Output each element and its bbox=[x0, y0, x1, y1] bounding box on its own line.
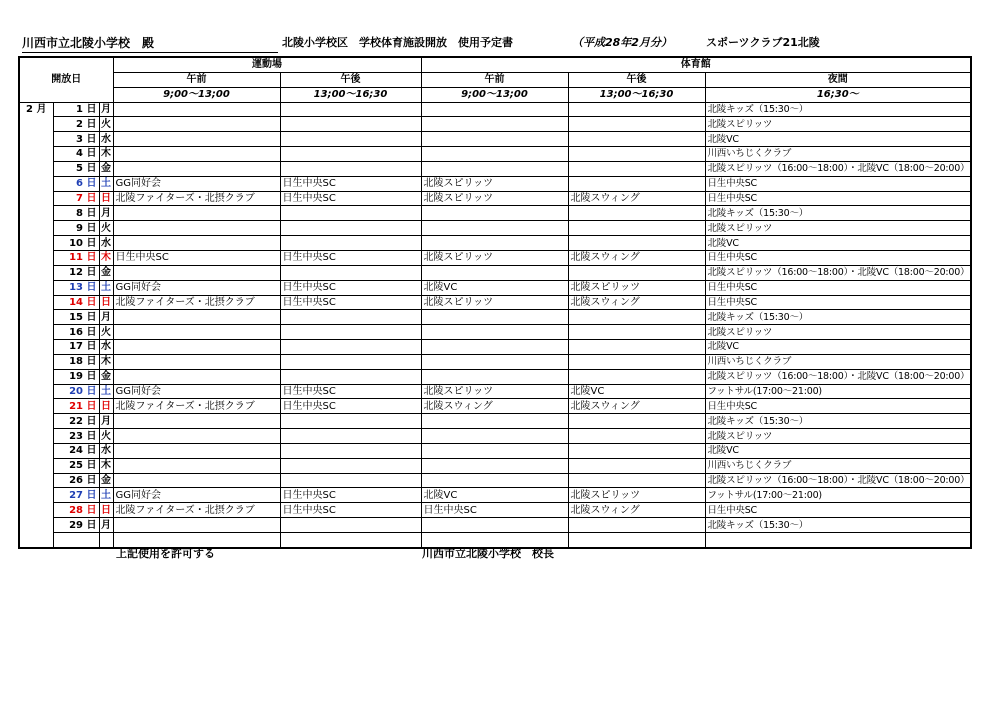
weekday-cell: 月 bbox=[101, 103, 111, 115]
weekday-cell: 土 bbox=[101, 282, 111, 294]
gym-night-cell: 北陵キッズ（15:30～） bbox=[705, 518, 971, 533]
ground-am-cell bbox=[113, 236, 280, 251]
weekday-cell: 日 bbox=[101, 193, 111, 205]
gym-am-cell: 日生中央SC bbox=[421, 503, 568, 518]
table-row bbox=[19, 191, 971, 206]
ground-am-cell bbox=[113, 161, 280, 176]
gym-am-cell bbox=[421, 310, 568, 325]
day-cell: 1 日 bbox=[53, 102, 99, 117]
day-cell: 17 日 bbox=[53, 340, 99, 355]
gym-night-cell: 日生中央SC bbox=[705, 503, 971, 518]
gym-pm-cell: 北陵スウィング bbox=[568, 191, 705, 206]
weekday-cell: 金 bbox=[101, 371, 111, 383]
gym-am-cell: 北陵スピリッツ bbox=[421, 250, 568, 265]
gym-am-cell bbox=[421, 458, 568, 473]
ground-header: 運動場 bbox=[113, 57, 421, 72]
ground-am-cell: GG同好会 bbox=[113, 488, 280, 503]
ground-pm-cell: 日生中央SC bbox=[280, 488, 421, 503]
weekday-cell: 日 bbox=[101, 400, 111, 412]
table-row bbox=[19, 369, 971, 384]
gym-header: 体育館 bbox=[421, 57, 971, 72]
table-row bbox=[19, 354, 971, 369]
header-row-time bbox=[19, 87, 971, 102]
gym-pm-cell bbox=[568, 473, 705, 488]
weekday-cell: 火 bbox=[101, 118, 111, 130]
ground-am-cell bbox=[113, 147, 280, 162]
gym-pm-cell: 北陵スウィング bbox=[568, 503, 705, 518]
month-cell: 2 月 bbox=[19, 102, 53, 548]
gym-pm-cell bbox=[568, 265, 705, 280]
ground-pm-cell bbox=[280, 265, 421, 280]
gym-pm-cell bbox=[568, 518, 705, 533]
ground-pm-cell: 日生中央SC bbox=[280, 191, 421, 206]
gym-night-cell: 日生中央SC bbox=[705, 250, 971, 265]
day-cell: 25 日 bbox=[53, 458, 99, 473]
ground-pm-cell: 日生中央SC bbox=[280, 250, 421, 265]
gym-am-cell bbox=[421, 236, 568, 251]
gym-pm-cell bbox=[568, 221, 705, 236]
ground-am-cell bbox=[113, 102, 280, 117]
ground-pm-cell bbox=[280, 325, 421, 340]
gym-night-cell: 北陵VC bbox=[705, 340, 971, 355]
table-row bbox=[19, 488, 971, 503]
gym-pm-time: 13;00～16;30 bbox=[568, 87, 705, 102]
gym-night-cell: 北陵スピリッツ（16:00～18:00）・北陵VC（18:00～20:00） bbox=[705, 265, 971, 280]
ground-am-time: 9;00～13;00 bbox=[113, 87, 280, 102]
ground-pm-cell bbox=[280, 354, 421, 369]
ground-am-cell: GG同好会 bbox=[113, 176, 280, 191]
weekday-cell: 日 bbox=[101, 504, 111, 516]
gym-pm-cell bbox=[568, 443, 705, 458]
gym-night-cell: 北陵キッズ（15:30～） bbox=[705, 414, 971, 429]
gym-am-cell bbox=[421, 340, 568, 355]
ground-pm-cell: 日生中央SC bbox=[280, 384, 421, 399]
ground-pm-cell bbox=[280, 518, 421, 533]
ground-am-header: 午前 bbox=[113, 72, 280, 87]
day-cell: 27 日 bbox=[53, 488, 99, 503]
day-cell: 6 日 bbox=[53, 176, 99, 191]
day-cell: 10 日 bbox=[53, 236, 99, 251]
gym-pm-cell bbox=[568, 310, 705, 325]
gym-am-cell: 北陵スピリッツ bbox=[421, 384, 568, 399]
gym-pm-cell bbox=[568, 414, 705, 429]
table-row bbox=[19, 280, 971, 295]
table-row bbox=[19, 250, 971, 265]
gym-pm-cell: 北陵スウィング bbox=[568, 399, 705, 414]
day-cell: 5 日 bbox=[53, 161, 99, 176]
day-cell: 16 日 bbox=[53, 325, 99, 340]
gym-night-cell: 北陵スピリッツ bbox=[705, 429, 971, 444]
open-day-header: 開放日 bbox=[19, 57, 113, 102]
ground-am-cell bbox=[113, 221, 280, 236]
table-row bbox=[19, 295, 971, 310]
weekday-cell: 土 bbox=[101, 178, 111, 190]
ground-am-cell bbox=[113, 518, 280, 533]
header-row-facility bbox=[19, 57, 971, 72]
blank-cell bbox=[99, 533, 113, 548]
ground-am-cell: GG同好会 bbox=[113, 384, 280, 399]
ground-pm-cell bbox=[280, 132, 421, 147]
gym-am-cell: 北陵VC bbox=[421, 280, 568, 295]
gym-night-cell: 北陵スピリッツ（16:00～18:00）・北陵VC（18:00～20:00） bbox=[705, 473, 971, 488]
gym-am-time: 9;00～13;00 bbox=[421, 87, 568, 102]
weekday-cell: 月 bbox=[101, 311, 111, 323]
gym-pm-cell bbox=[568, 369, 705, 384]
ground-pm-cell bbox=[280, 414, 421, 429]
gym-night-cell: 川西いちじくクラブ bbox=[705, 354, 971, 369]
ground-pm-cell: 日生中央SC bbox=[280, 295, 421, 310]
gym-night-cell: 北陵スピリッツ（16:00～18:00）・北陵VC（18:00～20:00） bbox=[705, 161, 971, 176]
ground-pm-cell bbox=[280, 206, 421, 221]
gym-night-cell: 北陵スピリッツ bbox=[705, 117, 971, 132]
table-row bbox=[19, 206, 971, 221]
day-cell: 7 日 bbox=[53, 191, 99, 206]
gym-am-cell: 北陵スピリッツ bbox=[421, 191, 568, 206]
day-cell: 2 日 bbox=[53, 117, 99, 132]
gym-night-cell: 日生中央SC bbox=[705, 295, 971, 310]
gym-am-cell bbox=[421, 414, 568, 429]
gym-am-cell: 北陵スピリッツ bbox=[421, 176, 568, 191]
day-cell: 26 日 bbox=[53, 473, 99, 488]
principal-signature: 川西市立北陵小学校 校長 bbox=[422, 547, 554, 560]
gym-pm-cell bbox=[568, 429, 705, 444]
table-row bbox=[19, 414, 971, 429]
gym-pm-cell bbox=[568, 147, 705, 162]
day-cell: 4 日 bbox=[53, 147, 99, 162]
ground-am-cell: 北陵ファイターズ・北摂クラブ bbox=[113, 191, 280, 206]
table-row bbox=[19, 147, 971, 162]
ground-am-cell bbox=[113, 414, 280, 429]
weekday-cell: 日 bbox=[101, 296, 111, 308]
table-row bbox=[19, 429, 971, 444]
gym-night-cell: 北陵キッズ（15:30～） bbox=[705, 206, 971, 221]
gym-night-cell: 日生中央SC bbox=[705, 176, 971, 191]
table-row bbox=[19, 132, 971, 147]
ground-am-cell: 日生中央SC bbox=[113, 250, 280, 265]
gym-pm-cell: 北陵スウィング bbox=[568, 295, 705, 310]
ground-am-cell: 北陵ファイターズ・北摂クラブ bbox=[113, 399, 280, 414]
ground-pm-cell bbox=[280, 473, 421, 488]
table-row bbox=[19, 473, 971, 488]
ground-am-cell bbox=[113, 369, 280, 384]
ground-am-cell bbox=[113, 340, 280, 355]
table-row bbox=[19, 384, 971, 399]
gym-am-cell bbox=[421, 429, 568, 444]
gym-pm-cell bbox=[568, 132, 705, 147]
ground-pm-cell: 日生中央SC bbox=[280, 399, 421, 414]
weekday-cell: 土 bbox=[101, 489, 111, 501]
table-row bbox=[19, 310, 971, 325]
gym-am-cell bbox=[421, 473, 568, 488]
table-row bbox=[19, 102, 971, 117]
gym-pm-cell bbox=[568, 161, 705, 176]
day-cell: 14 日 bbox=[53, 295, 99, 310]
day-cell: 19 日 bbox=[53, 369, 99, 384]
day-cell: 3 日 bbox=[53, 132, 99, 147]
document-title: 北陵小学校区 学校体育施設開放 使用予定書 bbox=[282, 36, 513, 49]
gym-am-cell bbox=[421, 161, 568, 176]
table-row bbox=[19, 518, 971, 533]
table-row bbox=[19, 458, 971, 473]
ground-pm-header: 午後 bbox=[280, 72, 421, 87]
gym-night-cell: 北陵キッズ（15:30～） bbox=[705, 310, 971, 325]
day-cell: 15 日 bbox=[53, 310, 99, 325]
ground-pm-cell bbox=[280, 429, 421, 444]
ground-pm-cell bbox=[280, 310, 421, 325]
ground-am-cell bbox=[113, 325, 280, 340]
gym-am-cell bbox=[421, 265, 568, 280]
table-row bbox=[19, 265, 971, 280]
table-row bbox=[19, 161, 971, 176]
day-cell: 28 日 bbox=[53, 503, 99, 518]
table-row bbox=[19, 221, 971, 236]
weekday-cell: 水 bbox=[101, 237, 111, 249]
table-row bbox=[19, 443, 971, 458]
day-cell: 18 日 bbox=[53, 354, 99, 369]
weekday-cell: 水 bbox=[101, 445, 111, 457]
ground-pm-cell bbox=[280, 102, 421, 117]
ground-am-cell: 北陵ファイターズ・北摂クラブ bbox=[113, 503, 280, 518]
gym-night-cell: 日生中央SC bbox=[705, 191, 971, 206]
gym-night-cell: 北陵VC bbox=[705, 132, 971, 147]
day-cell: 12 日 bbox=[53, 265, 99, 280]
ground-pm-cell: 日生中央SC bbox=[280, 280, 421, 295]
gym-am-cell bbox=[421, 443, 568, 458]
weekday-cell: 水 bbox=[101, 133, 111, 145]
day-cell: 29 日 bbox=[53, 518, 99, 533]
day-cell: 13 日 bbox=[53, 280, 99, 295]
gym-night-cell: 川西いちじくクラブ bbox=[705, 458, 971, 473]
gym-night-cell: 日生中央SC bbox=[705, 280, 971, 295]
blank-cell bbox=[705, 533, 971, 548]
day-cell: 11 日 bbox=[53, 250, 99, 265]
ground-pm-time: 13;00～16;30 bbox=[280, 87, 421, 102]
gym-pm-cell bbox=[568, 458, 705, 473]
weekday-cell: 月 bbox=[101, 415, 111, 427]
weekday-cell: 木 bbox=[101, 356, 111, 368]
ground-am-cell bbox=[113, 429, 280, 444]
gym-am-cell bbox=[421, 147, 568, 162]
gym-night-cell: 北陵VC bbox=[705, 236, 971, 251]
gym-pm-cell: 北陵スピリッツ bbox=[568, 488, 705, 503]
weekday-cell: 木 bbox=[101, 148, 111, 160]
ground-am-cell bbox=[113, 458, 280, 473]
gym-am-cell: 北陵スウィング bbox=[421, 399, 568, 414]
gym-am-cell bbox=[421, 132, 568, 147]
ground-pm-cell bbox=[280, 369, 421, 384]
ground-pm-cell: 日生中央SC bbox=[280, 176, 421, 191]
ground-pm-cell bbox=[280, 443, 421, 458]
table-row bbox=[19, 325, 971, 340]
gym-night-cell: 北陵スピリッツ（16:00～18:00）・北陵VC（18:00～20:00） bbox=[705, 369, 971, 384]
table-row bbox=[19, 503, 971, 518]
gym-pm-cell: 北陵スピリッツ bbox=[568, 280, 705, 295]
ground-pm-cell: 日生中央SC bbox=[280, 503, 421, 518]
weekday-cell: 水 bbox=[101, 341, 111, 353]
table-row bbox=[19, 176, 971, 191]
gym-night-cell: 川西いちじくクラブ bbox=[705, 147, 971, 162]
gym-pm-header: 午後 bbox=[568, 72, 705, 87]
recipient-heading: 川西市立北陵小学校 殿 bbox=[22, 34, 278, 53]
gym-pm-cell: 北陵VC bbox=[568, 384, 705, 399]
ground-am-cell bbox=[113, 206, 280, 221]
gym-pm-cell: 北陵スウィング bbox=[568, 250, 705, 265]
ground-pm-cell bbox=[280, 221, 421, 236]
ground-pm-cell bbox=[280, 117, 421, 132]
gym-night-cell: 北陵スピリッツ bbox=[705, 325, 971, 340]
schedule-table bbox=[18, 56, 972, 549]
gym-night-header: 夜間 bbox=[705, 72, 971, 87]
day-cell: 20 日 bbox=[53, 384, 99, 399]
gym-pm-cell bbox=[568, 325, 705, 340]
gym-pm-cell bbox=[568, 206, 705, 221]
weekday-cell: 火 bbox=[101, 430, 111, 442]
ground-am-cell bbox=[113, 265, 280, 280]
weekday-cell: 金 bbox=[101, 475, 111, 487]
gym-am-cell bbox=[421, 369, 568, 384]
gym-pm-cell bbox=[568, 117, 705, 132]
table-row bbox=[19, 117, 971, 132]
weekday-cell: 土 bbox=[101, 385, 111, 397]
gym-am-cell bbox=[421, 221, 568, 236]
day-cell: 21 日 bbox=[53, 399, 99, 414]
table-row bbox=[19, 340, 971, 355]
ground-pm-cell bbox=[280, 340, 421, 355]
blank-cell bbox=[53, 533, 99, 548]
ground-am-cell bbox=[113, 310, 280, 325]
permission-text: 上記使用を許可する bbox=[116, 547, 215, 560]
gym-pm-cell bbox=[568, 354, 705, 369]
day-cell: 9 日 bbox=[53, 221, 99, 236]
ground-am-cell: GG同好会 bbox=[113, 280, 280, 295]
gym-am-cell bbox=[421, 206, 568, 221]
gym-am-header: 午前 bbox=[421, 72, 568, 87]
gym-am-cell: 北陵VC bbox=[421, 488, 568, 503]
gym-night-cell: フットサル(17:00～21:00) bbox=[705, 384, 971, 399]
day-cell: 24 日 bbox=[53, 443, 99, 458]
day-cell: 23 日 bbox=[53, 429, 99, 444]
gym-pm-cell bbox=[568, 176, 705, 191]
weekday-cell: 火 bbox=[101, 222, 111, 234]
gym-night-cell: 北陵キッズ（15:30～） bbox=[705, 102, 971, 117]
weekday-cell: 金 bbox=[101, 163, 111, 175]
blank-cell bbox=[568, 533, 705, 548]
gym-am-cell: 北陵スピリッツ bbox=[421, 295, 568, 310]
gym-pm-cell bbox=[568, 102, 705, 117]
gym-night-cell: 日生中央SC bbox=[705, 399, 971, 414]
gym-am-cell bbox=[421, 117, 568, 132]
table-row bbox=[19, 399, 971, 414]
gym-pm-cell bbox=[568, 236, 705, 251]
ground-am-cell bbox=[113, 443, 280, 458]
ground-am-cell bbox=[113, 132, 280, 147]
ground-am-cell bbox=[113, 354, 280, 369]
day-cell: 22 日 bbox=[53, 414, 99, 429]
weekday-cell: 金 bbox=[101, 267, 111, 279]
weekday-cell: 月 bbox=[101, 207, 111, 219]
club-name: スポーツクラブ21北陵 bbox=[706, 36, 820, 49]
ground-am-cell: 北陵ファイターズ・北摂クラブ bbox=[113, 295, 280, 310]
gym-night-cell: 北陵スピリッツ bbox=[705, 221, 971, 236]
gym-night-cell: 北陵VC bbox=[705, 443, 971, 458]
day-cell: 8 日 bbox=[53, 206, 99, 221]
period-label: （平成28年2月分） bbox=[572, 36, 672, 49]
gym-night-time: 16;30～ bbox=[705, 87, 971, 102]
weekday-cell: 月 bbox=[101, 519, 111, 531]
header-row-slot bbox=[19, 72, 971, 87]
weekday-cell: 木 bbox=[101, 460, 111, 472]
table-row bbox=[19, 236, 971, 251]
blank-cell bbox=[280, 533, 421, 548]
gym-am-cell bbox=[421, 354, 568, 369]
weekday-cell: 木 bbox=[101, 252, 111, 264]
gym-am-cell bbox=[421, 102, 568, 117]
gym-pm-cell bbox=[568, 340, 705, 355]
weekday-cell: 火 bbox=[101, 326, 111, 338]
ground-pm-cell bbox=[280, 147, 421, 162]
gym-night-cell: フットサル(17:00～21:00) bbox=[705, 488, 971, 503]
ground-am-cell bbox=[113, 117, 280, 132]
ground-pm-cell bbox=[280, 236, 421, 251]
gym-am-cell bbox=[421, 518, 568, 533]
ground-pm-cell bbox=[280, 161, 421, 176]
ground-am-cell bbox=[113, 473, 280, 488]
gym-am-cell bbox=[421, 325, 568, 340]
ground-pm-cell bbox=[280, 458, 421, 473]
